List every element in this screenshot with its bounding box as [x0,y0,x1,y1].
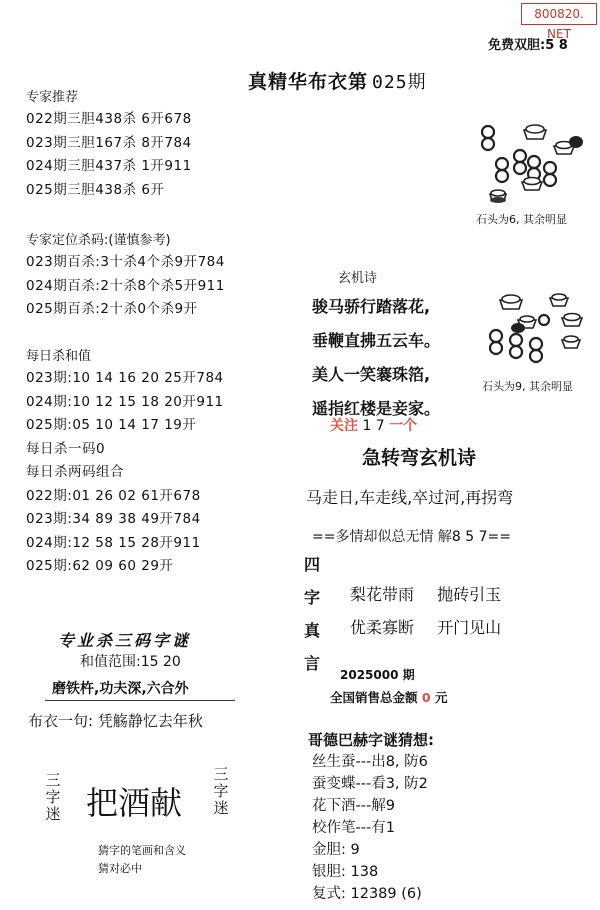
site-badge: 800820. NET [521,3,597,25]
vertical-char: 迷 [45,805,61,823]
poem-line: 美人一笑褰珠箔, [312,365,431,384]
idiom: 开门见山 [437,618,502,637]
sales-amount: 0 [421,690,431,705]
list-item: 025期:62 09 60 29开 [26,558,174,574]
list-item: 022期:01 26 02 61开678 [26,487,201,504]
list-item: 花下酒---解9 [312,798,395,814]
list-item: 025期百杀:2十杀0个杀9开 [26,301,198,317]
riddle-right-vertical [212,766,230,817]
four-char-row-2 [350,615,501,638]
focus-label: 关注 [330,418,358,434]
pro-riddle-range: 和值范围:15 20 [80,654,181,670]
idiom: 抛砖引玉 [437,585,502,604]
poem-line: 遥指红楼是妾家。 [312,399,441,418]
gdb-list [312,751,428,905]
list-item: 022期三胆438杀 6开678 [26,111,192,127]
picture-caption-2: 石头为9, 其余明显 [482,380,573,393]
expert-recommend-title: 专家推荐 [26,90,79,105]
four-char-label-char: 真 [304,621,321,640]
list-item: 金胆: 9 [312,842,360,858]
list-item: 023期:10 14 16 20 25开784 [26,370,224,386]
list-item: 复式: 12389 (6) [312,886,422,902]
divider [45,700,235,701]
sales-label: 全国销售总金额 [330,690,418,705]
vertical-char: 三 [45,771,61,789]
list-item: 023期三胆167杀 8开784 [26,134,192,151]
title-main: 真精华布衣第 [248,71,369,93]
daily-sum-title: 每日杀和值 [26,349,92,364]
qing-line: ==多情却似总无情 解8 5 7== [312,529,511,545]
poem-line: 垂鞭直拂五云车。 [312,331,441,350]
expert-recommend-section [26,86,192,202]
list-item: 024期百杀:2十杀8个杀5开911 [26,277,225,294]
sales-unit: 元 [434,690,448,705]
position-kill-section [26,229,225,322]
four-char-label-char: 字 [304,588,321,607]
list-item: 023期百杀:3十杀4个杀9开784 [26,254,225,270]
focus-unit: 一个 [389,418,418,434]
mystic-poem [312,290,440,426]
list-item: 024期:10 12 15 18 20开911 [26,393,224,410]
focus-numbers: 1 7 [362,418,385,434]
four-char-label [304,548,320,680]
pro-riddle-phrase: 磨铁杵,功夫深,六合外 [52,681,189,697]
poem-line: 骏马骄行踏落花, [312,297,431,316]
four-char-label-char: 四 [304,555,321,574]
daily-sum-section [26,345,224,579]
daily-two-title: 每日杀两码组合 [26,464,124,480]
vertical-char: 字 [213,782,229,800]
vertical-char: 迷 [213,799,229,817]
daily-one-text: 每日杀一码0 [26,440,106,457]
list-item: 蚕变蝶---看3, 防2 [312,776,428,792]
idiom: 梨花带雨 [350,585,415,604]
period-text: 2025000 期 [340,668,415,682]
mystic-poem-title: 玄机诗 [338,271,378,286]
title-issue: 025期 [372,72,427,93]
xj-line: 马走日,车走线,卒过河,再拐弯 [306,488,514,507]
four-char-label-char: 言 [304,654,321,673]
list-item: 校作笔---有1 [312,820,395,836]
xj-title: 急转弯玄机诗 [362,447,477,469]
page-title [248,67,427,94]
four-char-row-1 [350,582,501,605]
list-item: 025期:05 10 14 17 19开 [26,417,197,433]
focus-line [330,415,417,435]
stone-puzzle-image-2 [478,290,593,375]
riddle-hint-1: 猜字的笔画和含义 [98,844,186,857]
buyi-line: 布衣一句: 凭觞静忆去年秋 [28,712,203,730]
list-item: 023期:34 89 38 49开784 [26,511,201,527]
list-item: 丝生蚕---出8, 防6 [312,754,428,770]
list-item: 银胆: 138 [312,864,379,880]
idiom: 优柔寡断 [350,618,415,637]
sales-line [330,688,447,706]
riddle-left-vertical [44,772,62,823]
picture-caption-1: 石头为6, 其余明显 [476,213,567,226]
riddle-hint-2: 猜对必中 [98,862,142,875]
list-item: 024期三胆437杀 1开911 [26,158,192,174]
vertical-char: 三 [213,765,229,783]
list-item: 024期:12 58 15 28开911 [26,534,201,551]
free-double-text: 免费双胆:5 8 [488,38,568,53]
vertical-char: 字 [45,788,61,806]
pro-riddle-title: 专业杀三码字谜 [58,631,192,650]
list-item: 025期三胆438杀 6开 [26,181,165,198]
position-kill-title: 专家定位杀码:(谨慎参考) [26,233,171,248]
gdb-title: 哥德巴赫字谜猜想: [308,731,434,749]
stone-puzzle-image-1 [470,118,590,208]
riddle-word: 把酒献 [86,784,183,822]
